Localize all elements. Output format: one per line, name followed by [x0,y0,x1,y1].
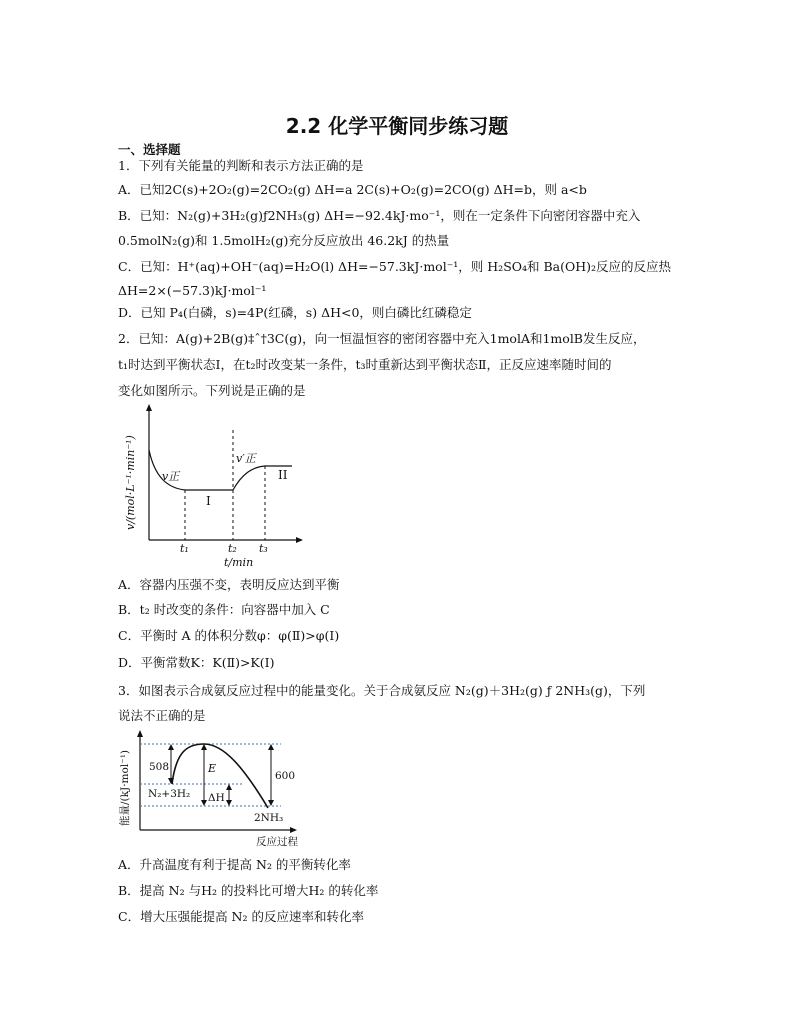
fig2-y-label: 能量/(kJ·mol⁻¹) [119,749,131,826]
fig1-v2-label: v′正 [236,452,256,465]
fig1-t2-label: t₂ [228,542,237,555]
fig2-dh-arrow-head-top [226,784,232,790]
q2-option-c: C．平衡时 A 的体积分数φ：φ(Ⅱ)>φ(Ⅰ) [118,628,340,643]
q3-stem-line1: 3．如图表示合成氨反应过程中的能量变化。关于合成氨反应 N₂(g)＋3H₂(g) ƒ 2NH₃(g)，下列 [118,683,646,698]
fig2-reactants-label: N₂+3H₂ [148,788,191,800]
q2-option-a: A．容器内压强不变，表明反应达到平衡 [118,577,340,592]
fig2-600-arrow-head-top [268,744,274,750]
q1-option-c-line1: C．已知：H⁺(aq)+OH⁻(aq)=H₂O(l) ΔH=−57.3kJ·mol⁻¹，则 H₂SO₄和 Ba(OH)₂反应的反应热 [118,259,672,274]
fig2-dh-arrow-head-bottom [226,800,232,806]
fig2-y-arrow [137,730,143,737]
fig2-600-arrow-head-bottom [268,800,274,806]
q3-option-c: C．增大压强能提高 N₂ 的反应速率和转化率 [118,909,364,924]
fig2-x-arrow [290,827,297,833]
q1-stem: 1．下列有关能量的判断和表示方法正确的是 [118,158,364,173]
q2-stem-line1: 2．已知：A(g)+2B(g)‡ˆ†3C(g)，向一恒温恒容的密闭容器中充入1molA和1molB发生反应， [118,331,646,346]
q2-option-b: B．t₂ 时改变的条件：向容器中加入 C [118,602,330,617]
fig1-v-label: v正 [162,470,180,483]
fig2-x-label: 反应过程 [256,836,298,848]
fig1-t1-label: t₁ [180,542,189,555]
fig1-x-label: t/min [224,556,254,569]
fig2-e-arrow-head-top [201,744,207,750]
page-title: 2.2 化学平衡同步练习题 [285,114,509,138]
fig1-x-arrow [296,537,303,543]
q1-option-c-line2: ΔH=2×(−57.3)kJ·mol⁻¹ [118,283,267,298]
q1-option-d: D．已知 P₄(白磷，s)=4P(红磷，s) ΔH<0，则白磷比红磷稳定 [118,305,472,320]
fig1-t3-label: t₃ [259,542,268,555]
q3-option-b: B．提高 N₂ 与H₂ 的投料比可增大H₂ 的转化率 [118,883,379,898]
fig1-state-i-label: I [206,494,211,508]
fig2-product-label: 2NH₃ [254,812,284,824]
q1-option-b-line1: B．已知：N₂(g)+3H₂(g)ƒ2NH₃(g) ΔH=−92.4kJ·mo⁻¹，则在一定条件下向密闭容器中充入 [118,208,641,223]
fig2-600-label: 600 [275,770,296,782]
q2-stem-line2: t₁时达到平衡状态Ⅰ，在t₂时改变某一条件，t₃时重新达到平衡状态Ⅱ，正反应速率随时间的 [118,357,612,372]
section-heading: 一、选择题 [118,142,181,157]
q1-option-a: A．已知2C(s)+2O₂(g)=2CO₂(g) ΔH=a 2C(s)+O₂(g)=2CO(g) ΔH=b，则 a<b [118,182,587,197]
q3-option-a: A．升高温度有利于提高 N₂ 的平衡转化率 [118,857,351,872]
q1-option-b-line2: 0.5molN₂(g)和 1.5molH₂(g)充分反应放出 46.2kJ 的热量 [118,233,450,248]
rate-time-figure [120,402,310,570]
fig1-state-ii-label: II [278,468,288,482]
fig2-e-label: E [208,762,217,775]
q2-stem-line3: 变化如图所示。下列说是正确的是 [118,383,306,398]
fig1-y-arrow [146,404,152,411]
energy-diagram-figure [116,728,306,850]
fig2-508-label: 508 [149,761,170,773]
fig1-y-label: v/(mol·L⁻¹·min⁻¹) [124,435,137,530]
fig2-508-arrow-head-top [168,744,174,750]
fig2-dh-label: ΔH [208,792,225,804]
fig2-e-arrow-head-bottom [201,800,207,806]
q3-stem-line2: 说法不正确的是 [118,708,206,723]
q2-option-d: D．平衡常数K：K(Ⅱ)>K(Ⅰ) [118,655,275,670]
